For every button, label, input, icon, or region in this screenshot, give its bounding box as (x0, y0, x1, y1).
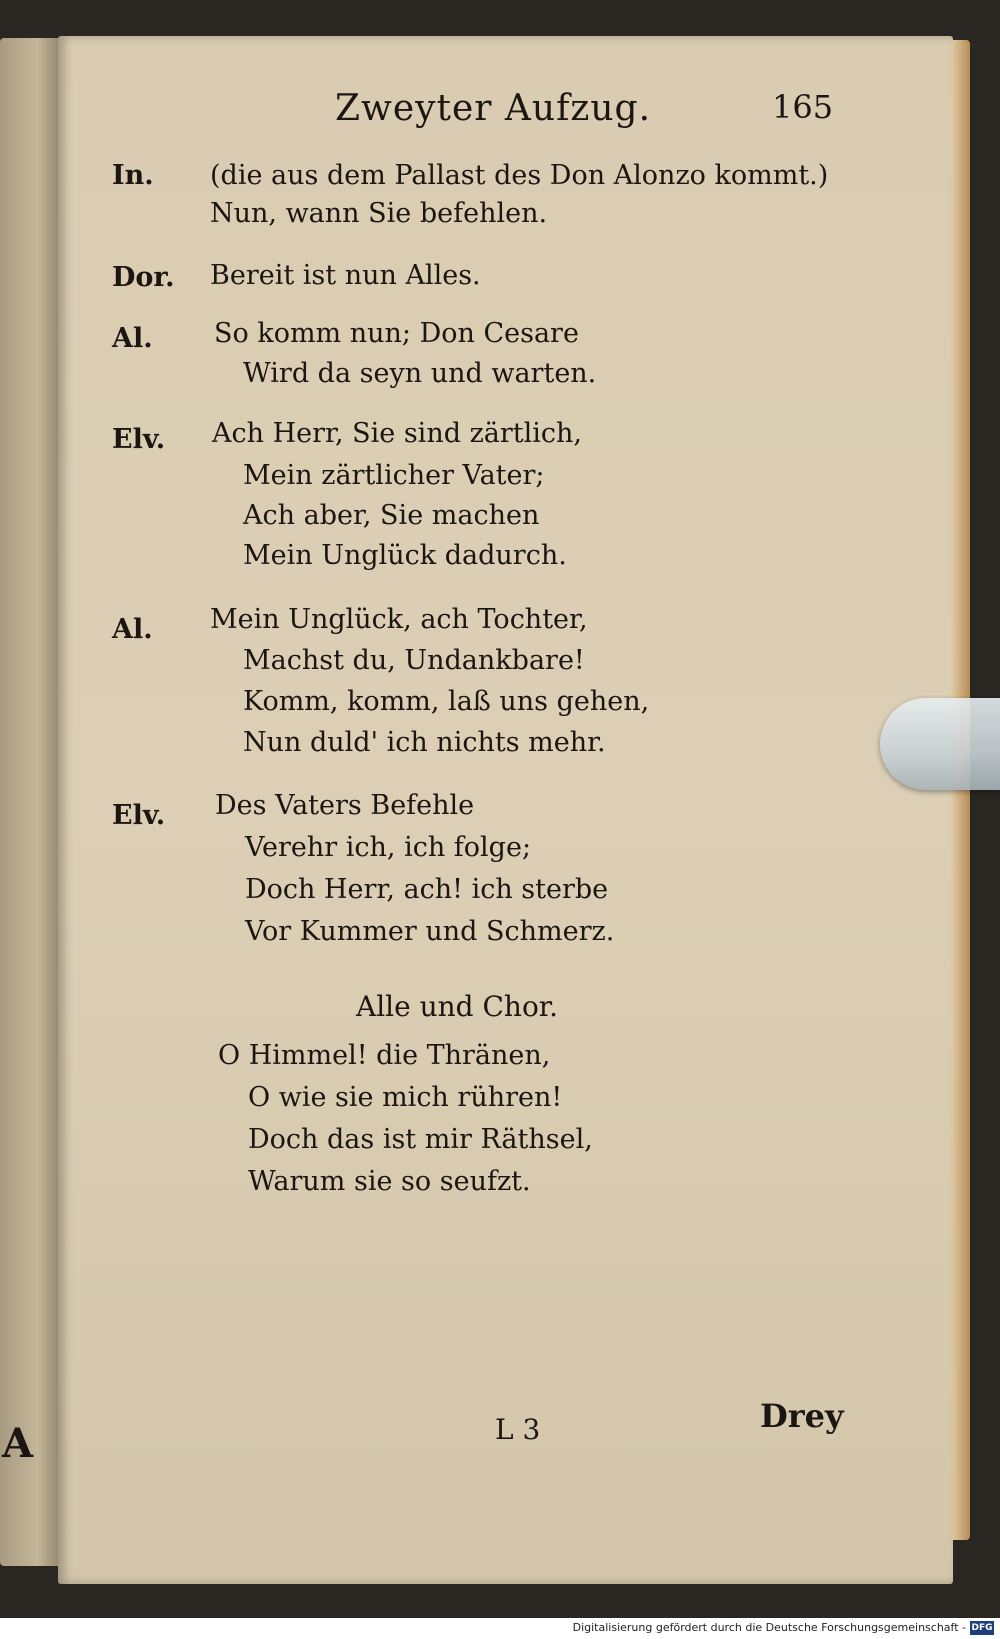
verse-line: Des Vaters Befehle (215, 790, 475, 821)
verse-line: Ach aber, Sie machen (243, 500, 540, 531)
speaker-label: Elv. (112, 424, 166, 455)
left-page-edge (0, 38, 62, 1566)
verse-line: Nun duld' ich nichts mehr. (243, 727, 606, 758)
verse-line: Warum sie so seufzt. (248, 1166, 531, 1197)
verse-line: (die aus dem Pallast des Don Alonzo kommt.) (210, 160, 829, 191)
chorus-heading: Alle und Chor. (356, 990, 559, 1023)
verse-line: Wird da seyn und warten. (243, 358, 597, 389)
verse-line: Mein zärtlicher Vater; (243, 460, 545, 491)
speaker-label: Al. (112, 323, 153, 354)
verse-line: Verehr ich, ich folge; (245, 832, 532, 863)
verse-line: O Himmel! die Thränen, (218, 1040, 551, 1071)
verse-line: Bereit ist nun Alles. (210, 260, 481, 291)
funding-credit: Digitalisierung gefördert durch die Deutsche Forschungsgemeinschaft - (572, 1621, 966, 1634)
verse-line: O wie sie mich rühren! (248, 1082, 563, 1113)
running-header: Zweyter Aufzug. (335, 88, 652, 129)
dfg-logo: DFG (971, 1623, 993, 1633)
verse-line: Komm, komm, laß uns gehen, (243, 686, 650, 717)
page-clip (880, 698, 1000, 790)
verse-line: Vor Kummer und Schmerz. (245, 916, 615, 947)
catchword: Drey (760, 1397, 844, 1435)
verse-line: Mein Unglück dadurch. (243, 540, 567, 571)
verse-line: Nun, wann Sie befehlen. (210, 198, 548, 229)
verse-line: So komm nun; Don Cesare (214, 318, 579, 349)
book-page (58, 36, 953, 1584)
page-number: 165 (772, 88, 834, 126)
verse-line: Machst du, Undankbare! (243, 645, 585, 676)
verse-line: Doch Herr, ach! ich sterbe (245, 874, 609, 905)
signature-mark: L 3 (495, 1413, 541, 1446)
left-page-letter: A (2, 1420, 34, 1467)
speaker-label: Dor. (112, 262, 175, 293)
verse-line: Mein Unglück, ach Tochter, (210, 604, 588, 635)
speaker-label: Al. (112, 614, 153, 645)
verse-line: Doch das ist mir Räthsel, (248, 1124, 593, 1155)
speaker-label: In. (112, 160, 154, 191)
verse-line: Ach Herr, Sie sind zärtlich, (212, 418, 583, 449)
speaker-label: Elv. (112, 800, 166, 831)
